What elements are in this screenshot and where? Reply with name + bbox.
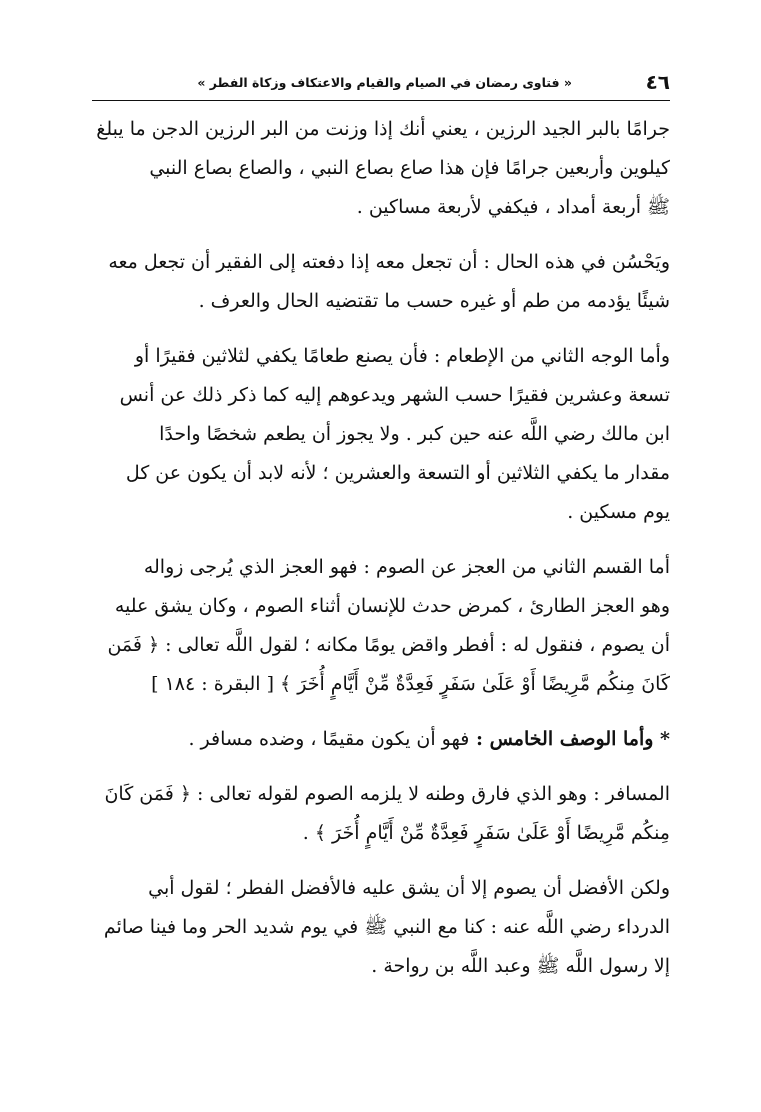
text-line: كيلوين وأربعين جرامًا فإن هذا صاع بصاع النبي ، والصاع بصاع النبي [149,157,670,179]
paragraph-3 [92,337,670,532]
paragraph-4 [92,548,670,704]
section-text: فهو أن يكون مقيمًا ، وضده مسافر . [188,728,470,750]
page-number: ٤٦ [645,70,670,94]
text-line: إلا رسول اللَّه ﷺ وعبد اللَّه بن رواحة . [371,955,670,977]
quran-verse-line: مِنكُم مَّرِيضًا أَوْ عَلَىٰ سَفَرٍ فَعِدَّةٌ مِّنْ أَيَّامٍ أُخَرَ ﴾ . [302,822,670,844]
text-line: شيئًا يؤدمه من طم أو غيره حسب ما تقتضيه الحال والعرف . [198,290,670,312]
text-line: وهو العجز الطارئ ، كمرض حدث للإنسان أثناء الصوم ، وكان يشق عليه [114,595,670,617]
text-line: ويَحْسُن في هذه الحال : أن تجعل معه إذا دفعته إلى الفقير أن تجعل معه [108,251,670,273]
text-line [92,720,670,759]
text-line: تسعة وعشرين فقيرًا حسب الشهر ويدعوهم إليه كما ذكر ذلك عن أنس [119,384,670,406]
paragraph-2 [92,243,670,321]
paragraph-7 [92,869,670,986]
text-line: الدرداء رضي اللَّه عنه : كنا مع النبي ﷺ في يوم شديد الحر وما فينا صائم [103,916,670,938]
text-line: ولكن الأفضل أن يصوم إلا أن يشق عليه فالأفضل الفطر ؛ لقول أبي [148,877,670,899]
quran-verse-line: كَانَ مِنكُم مَّرِيضًا أَوْ عَلَىٰ سَفَرٍ فَعِدَّةٌ مِّنْ أَيَّامٍ أُخَرَ ﴾ [ البقرة : ١٨٤ ] [151,673,670,695]
text-line: المسافر : وهو الذي فارق وطنه لا يلزمه الصوم لقوله تعالى : ﴿ فَمَن كَانَ [104,783,670,805]
page-header [92,70,670,96]
text-line: أن يصوم ، فنقول له : أفطر واقض يومًا مكانه ؛ لقول اللَّه تعالى : ﴿ فَمَن [107,634,670,656]
text-line: جرامًا بالبر الجيد الرزين ، يعني أنك إذا وزنت من البر الرزين الدجن ما يبلغ [96,118,670,140]
text-line: ﷺ أربعة أمداد ، فيكفي لأربعة مساكين . [356,196,670,218]
section-heading: * وأما الوصف الخامس : [469,728,670,750]
text-line: وأما الوجه الثاني من الإطعام : فأن يصنع طعامًا يكفي لثلاثين فقيرًا أو [134,345,670,367]
running-title: « فتاوى رمضان في الصيام والقيام والاعتكاف وزكاة الفطر » [197,75,572,90]
paragraph-5 [92,720,670,759]
text-line: يوم مسكين . [567,501,670,523]
header-divider [92,100,670,101]
page-body [92,110,670,1002]
paragraph-6 [92,775,670,853]
paragraph-1 [92,110,670,227]
text-line: مقدار ما يكفي الثلاثين أو التسعة والعشرين ؛ لأنه لابد أن يكون عن كل [125,462,670,484]
text-line: أما القسم الثاني من العجز عن الصوم : فهو العجز الذي يُرجى زواله [143,556,670,578]
text-line: ابن مالك رضي اللَّه عنه حين كبر . ولا يجوز أن يطعم شخصًا واحدًا [159,423,670,445]
